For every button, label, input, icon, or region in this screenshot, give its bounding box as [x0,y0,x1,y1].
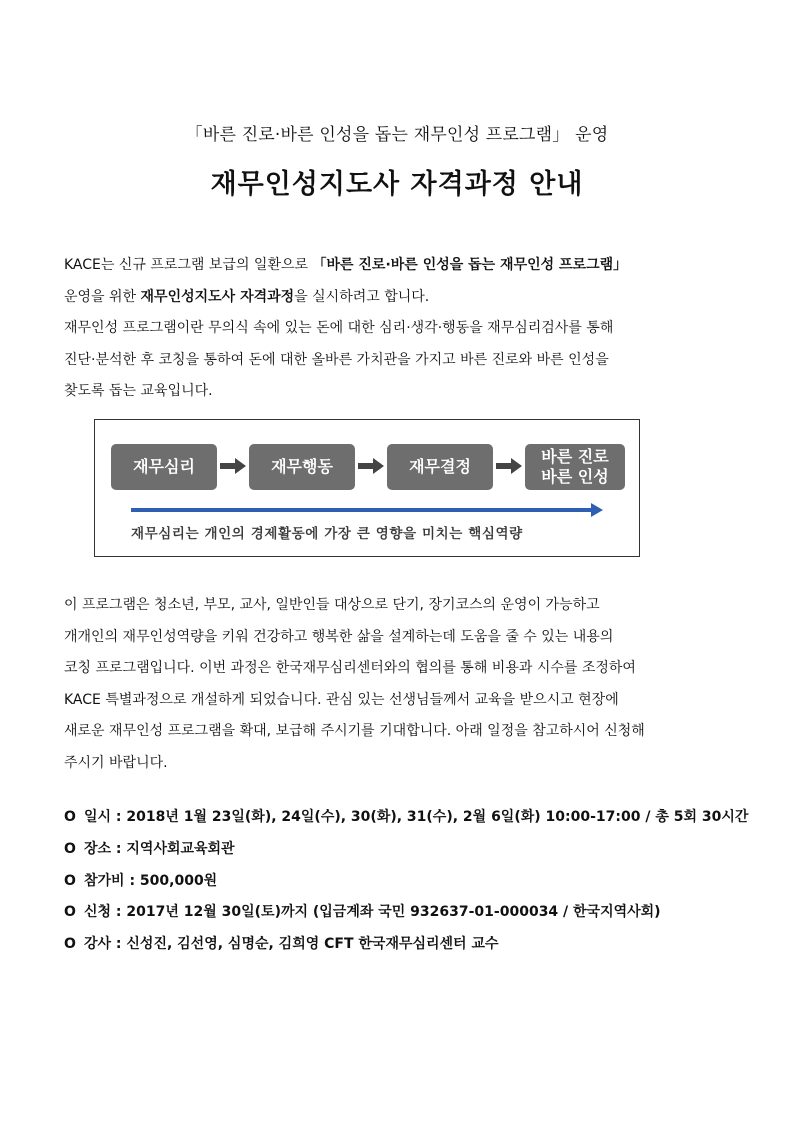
description-line: 새로운 재무인성 프로그램을 확대, 보급해 주시기를 기대합니다. 아래 일정을 참고하시어 신청해 [64,723,645,739]
circle-bullet-icon: O [64,809,76,825]
step-label: 바른 진로 [541,447,609,466]
step-label: 바른 인성 [541,467,609,486]
circle-bullet-icon: O [64,872,76,889]
step-financial-decision: 재무결정 [387,444,493,490]
circle-bullet-icon: O [64,936,76,953]
step-financial-behavior: 재무행동 [249,444,355,490]
detail-application [64,897,744,929]
arrow-right-icon [356,456,386,476]
detail-schedule [64,802,749,834]
description-line: 주시기 바랍니다. [64,754,168,771]
intro-text: 을 실시하려고 합니다. [294,288,430,305]
detail-fee [64,866,744,898]
circle-bullet-icon: O [64,840,76,857]
step-right-path-character [525,444,625,490]
program-name-emphasis: 「바른 진로·바른 인성을 돕는 재무인성 프로그램」 [312,257,628,273]
detail-text: 참가비 : 500,000원 [84,872,218,889]
description-line: 이 프로그램은 청소년, 부모, 교사, 일반인들 대상으로 단기, 장기코스의 운영이 가능하고 [64,597,600,613]
intro-line-5: 찾도록 돕는 교육입니다. [64,383,213,399]
intro-line-4: 진단·분석한 후 코칭을 통하여 돈에 대한 올바른 가치관을 가지고 바른 진로와 바른 인성을 [64,351,609,368]
intro-line-2 [64,282,714,314]
step-financial-psychology: 재무심리 [111,444,217,490]
circle-bullet-icon: O [64,904,76,921]
arrow-right-icon [218,456,248,476]
intro-text: 운영을 위한 [64,288,141,305]
detail-instructors [64,929,744,961]
course-name-emphasis: 재무인성지도사 자격과정 [140,288,295,305]
intro-line-3: 재무인성 프로그램이란 무의식 속에 있는 돈에 대한 심리·생각·행동을 재무심리검사를 통해 [64,320,614,336]
description-line: 코칭 프로그램입니다. 이번 과정은 한국재무심리센터와의 협의를 통해 비용과 시수를 조정하여 [64,660,636,676]
detail-text: 강사 : 신성진, 김선영, 심명순, 김희영 CFT 한국재무심리센터 교수 [84,936,499,953]
intro-paragraph [64,250,714,408]
intro-line-1 [64,250,714,282]
description-line: 개개인의 재무인성역량을 키워 건강하고 행복한 삶을 설계하는데 도움을 줄 수 있는 내용의 [64,628,614,645]
course-details-list [64,802,749,961]
intro-text: KACE는 신규 프로그램 보급의 일환으로 [64,257,313,273]
long-arrow-icon [131,500,603,520]
description-line: KACE 특별과정으로 개설하게 되었습니다. 관심 있는 선생님들께서 교육을 받으시고 현장에 [64,691,619,708]
detail-text: 신청 : 2017년 12월 30일(토)까지 (입금계좌 국민 932637-01-000034 / 한국지역사회) [84,904,661,921]
process-diagram [94,419,640,557]
program-subtitle: 「바른 진로·바른 인성을 돕는 재무인성 프로그램」 운영 [185,125,609,145]
arrow-right-icon [494,456,524,476]
detail-text: 일시 : 2018년 1월 23일(화), 24일(수), 30(화), 31(수), 2월 6일(화) 10:00-17:00 / 총 5회 30시간 [84,809,749,825]
detail-text: 장소 : 지역사회교육회관 [84,840,235,857]
program-description [64,590,714,779]
diagram-caption: 재무심리는 개인의 경제활동에 가장 큰 영향을 미치는 핵심역량 [131,526,523,542]
detail-location [64,834,744,866]
page-title: 재무인성지도사 자격과정 안내 [210,169,584,200]
